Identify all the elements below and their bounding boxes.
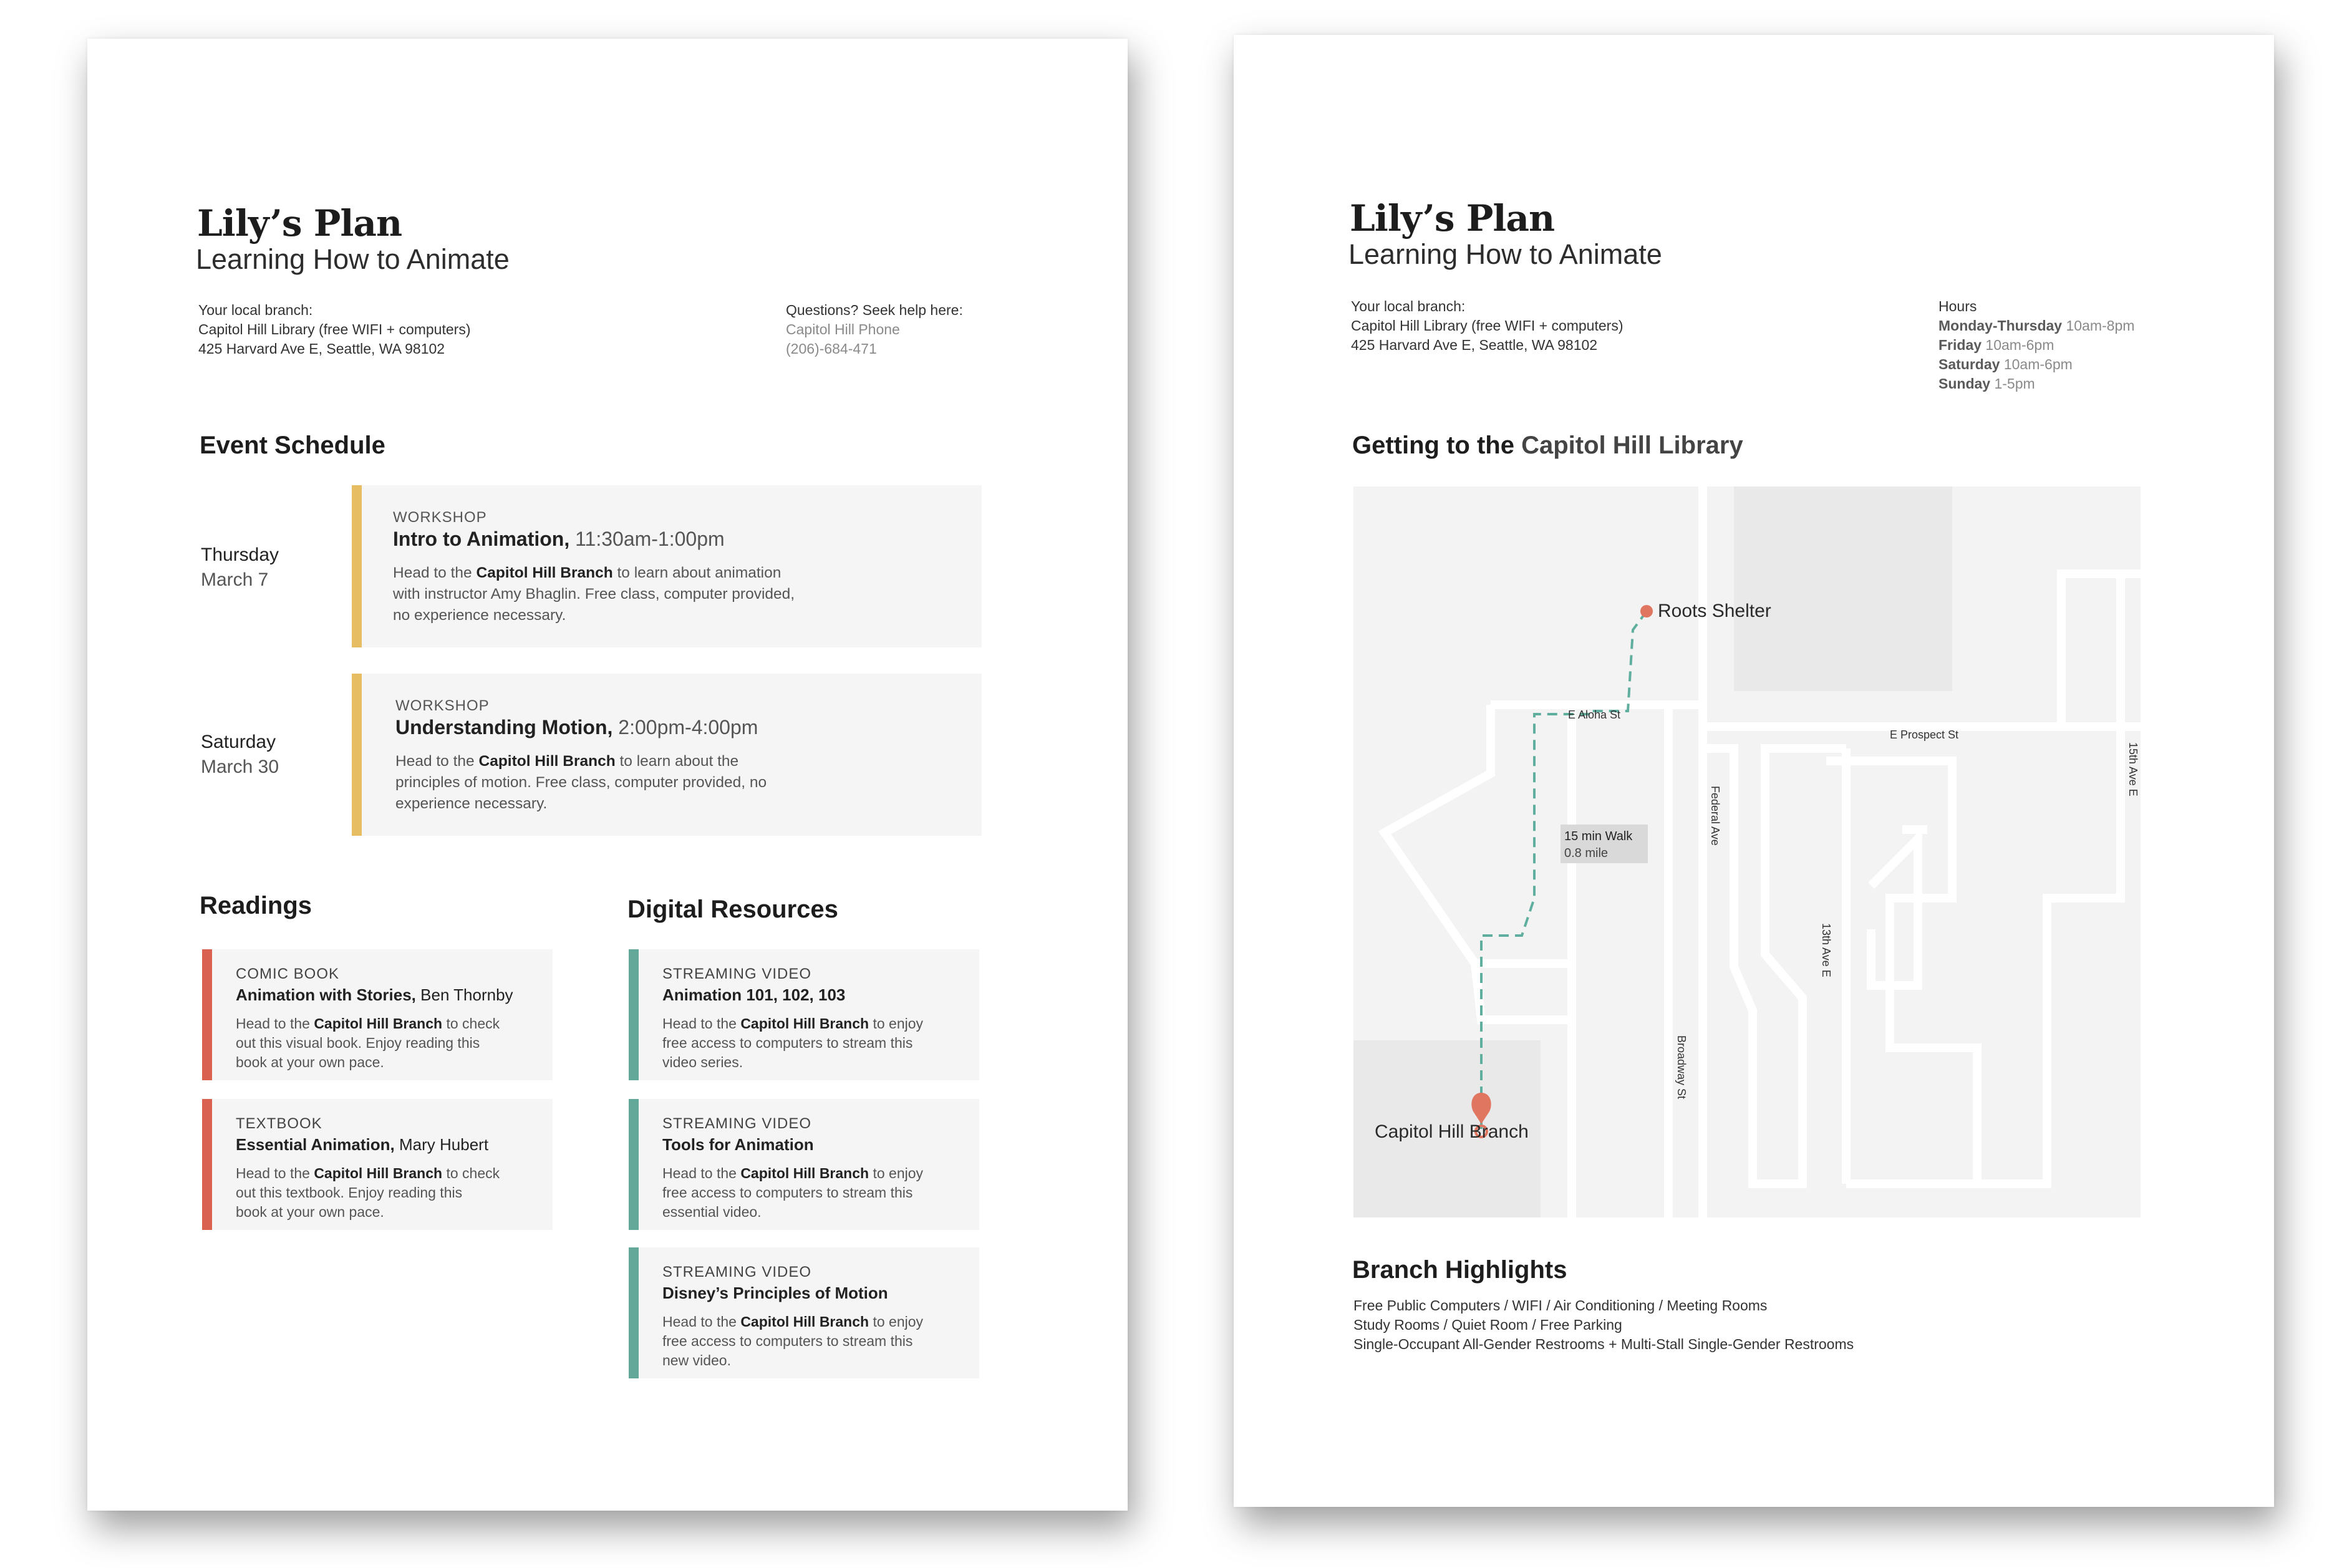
event-body-line [393, 563, 954, 584]
branch-info [198, 301, 470, 359]
body-branch: Capitol Hill Branch [740, 1015, 869, 1032]
body-pre: Head to the [236, 1015, 310, 1032]
event-time: 2:00pm-4:00pm [618, 716, 758, 738]
reading-card[interactable] [202, 1099, 553, 1230]
event-day: Saturday [201, 732, 276, 752]
event-card[interactable] [352, 674, 982, 836]
branch-info [1351, 297, 1623, 355]
walk-distance-label: 0.8 mile [1564, 846, 1609, 860]
street-label-federal: Federal Ave [1709, 786, 1721, 846]
street-label-13th: 13th Ave E [1820, 923, 1832, 977]
branch-highlights-heading: Branch Highlights [1352, 1256, 1567, 1284]
reading-body-line: out this visual book. Enjoy reading this [236, 1035, 480, 1051]
body-branch: Capitol Hill Branch [740, 1165, 869, 1181]
hours-row [1938, 336, 2134, 355]
reading-author: Ben Thornby [420, 985, 513, 1004]
event-body-line: no experience necessary. [393, 607, 566, 624]
event-accent-bar [352, 674, 362, 836]
resource-accent-bar [629, 949, 639, 1080]
body-branch: Capitol Hill Branch [478, 753, 616, 770]
body-post: to enjoy [873, 1015, 924, 1032]
event-date-md: March 30 [201, 757, 279, 777]
event-date [201, 543, 279, 593]
resource-title [662, 985, 845, 1005]
reading-type: COMIC BOOK [236, 965, 340, 982]
highlights-line: Free Public Computers / WIFI / Air Conditioning / Meeting Rooms [1353, 1297, 1768, 1314]
help-info [786, 301, 963, 359]
resource-title-text: Animation 101, 102, 103 [662, 985, 846, 1004]
plan-page-right [1234, 35, 2274, 1507]
reading-description [236, 1164, 548, 1222]
highlights-line: Study Rooms / Quiet Room / Free Parking [1353, 1317, 1622, 1333]
event-description [395, 751, 957, 815]
branch-label: Your local branch: [1351, 298, 1466, 314]
origin-dot-icon [1640, 605, 1653, 617]
route-map[interactable] [1353, 486, 2141, 1217]
hours-days: Monday-Thursday [1938, 317, 2063, 334]
hours-label: Hours [1938, 298, 1977, 314]
resource-title [662, 1284, 888, 1303]
event-day: Thursday [201, 544, 279, 565]
hours-time: 10am-6pm [2003, 356, 2073, 372]
map-heading-name: Capitol Hill Library [1521, 432, 1743, 459]
event-title [395, 716, 758, 739]
reading-type: TEXTBOOK [236, 1115, 322, 1132]
body-branch: Capitol Hill Branch [476, 564, 613, 581]
reading-accent-bar [202, 1099, 212, 1230]
resource-card[interactable] [629, 1099, 979, 1230]
reading-description [236, 1014, 548, 1072]
body-post: to check [446, 1165, 500, 1181]
map-block-shelter [1734, 486, 1952, 691]
reading-body-line: out this textbook. Enjoy reading this [236, 1184, 463, 1201]
resource-body-line [662, 1312, 974, 1332]
body-pre: Head to the [662, 1015, 737, 1032]
hours-time: 10am-6pm [1985, 337, 2054, 353]
hours-row [1938, 374, 2134, 394]
event-title-text: Intro to Animation, [393, 528, 570, 550]
event-body-line: experience necessary. [395, 795, 548, 812]
resource-description [662, 1014, 974, 1072]
branch-name: Capitol Hill Library (free WIFI + computers) [1351, 317, 1624, 334]
hours-time: 10am-8pm [2066, 317, 2135, 334]
digital-resources-heading: Digital Resources [627, 896, 838, 923]
body-post: to learn about animation [617, 564, 782, 581]
branch-address: 425 Harvard Ave E, Seattle, WA 98102 [198, 341, 445, 357]
map-heading [1352, 432, 1743, 460]
resource-title-text: Disney’s Principles of Motion [662, 1284, 888, 1302]
event-time: 11:30am-1:00pm [575, 528, 725, 550]
body-post: to learn about the [619, 753, 739, 770]
event-card[interactable] [352, 485, 982, 647]
resource-body-line [662, 1014, 974, 1033]
origin-label: Roots Shelter [1658, 601, 1771, 621]
body-branch: Capitol Hill Branch [314, 1165, 443, 1181]
body-pre: Head to the [662, 1314, 737, 1330]
event-date-md: March 7 [201, 569, 269, 590]
body-post: to check [446, 1015, 500, 1032]
hours-row [1938, 316, 2134, 336]
event-description [393, 563, 954, 626]
event-title [393, 528, 725, 551]
event-body-line: with instructor Amy Bhaglin. Free class, computer provided, [393, 586, 795, 603]
branch-address: 425 Harvard Ave E, Seattle, WA 98102 [1351, 337, 1598, 353]
reading-title-text: Animation with Stories, [236, 985, 416, 1004]
destination-label: Capitol Hill Branch [1375, 1121, 1529, 1142]
reading-body-line: book at your own pace. [236, 1054, 384, 1070]
hours-days: Saturday [1938, 356, 2000, 372]
hours-row [1938, 355, 2134, 374]
resource-card[interactable] [629, 1247, 979, 1378]
readings-heading: Readings [200, 892, 312, 919]
resource-body-line [662, 1164, 974, 1183]
street-label-prospect: E Prospect St [1890, 728, 1959, 741]
plan-subtitle: Learning How to Animate [196, 243, 510, 275]
event-type: WORKSHOP [393, 509, 487, 526]
resource-type: STREAMING VIDEO [662, 1264, 812, 1280]
resource-body-line: free access to computers to stream this [662, 1184, 913, 1201]
body-pre: Head to the [662, 1165, 737, 1181]
hours-days: Sunday [1938, 375, 1991, 392]
reading-body-line [236, 1164, 548, 1183]
help-label: Questions? Seek help here: [786, 302, 963, 318]
help-line-2: (206)-684-471 [786, 341, 877, 357]
resource-description [662, 1312, 974, 1370]
plan-title: Lily’s Plan [1350, 197, 1555, 240]
resource-type: STREAMING VIDEO [662, 965, 812, 982]
plan-page-left [87, 39, 1128, 1511]
reading-author: Mary Hubert [399, 1135, 489, 1154]
branch-highlights-list [1353, 1296, 1854, 1354]
body-pre: Head to the [393, 564, 472, 581]
walk-time-label: 15 min Walk [1564, 830, 1633, 843]
branch-name: Capitol Hill Library (free WIFI + computers) [198, 321, 471, 337]
reading-title [236, 1135, 488, 1154]
reading-accent-bar [202, 949, 212, 1080]
resource-title-text: Tools for Animation [662, 1135, 814, 1154]
body-branch: Capitol Hill Branch [740, 1314, 869, 1330]
hours-days: Friday [1938, 337, 1982, 353]
map-heading-pre: Getting to the [1352, 432, 1514, 459]
hours-info [1938, 297, 2134, 394]
reading-card[interactable] [202, 949, 553, 1080]
resource-card[interactable] [629, 949, 979, 1080]
event-type: WORKSHOP [395, 697, 490, 714]
resource-body-line: video series. [662, 1054, 743, 1070]
resource-body-line: new video. [662, 1352, 731, 1368]
street-label-15th: 15th Ave E [2127, 742, 2139, 796]
body-pre: Head to the [236, 1165, 310, 1181]
body-pre: Head to the [395, 753, 475, 770]
resource-accent-bar [629, 1247, 639, 1378]
reading-body-line: book at your own pace. [236, 1204, 384, 1220]
branch-label: Your local branch: [198, 302, 313, 318]
street-label-aloha: E Aloha St [1568, 709, 1621, 721]
event-body-line: principles of motion. Free class, computer provided, no [395, 774, 767, 791]
resource-description [662, 1164, 974, 1222]
resource-body-line: free access to computers to stream this [662, 1035, 913, 1051]
event-accent-bar [352, 485, 362, 647]
event-schedule-heading: Event Schedule [200, 432, 385, 459]
hours-time: 1-5pm [1994, 375, 2035, 392]
reading-body-line [236, 1014, 548, 1033]
event-date [201, 730, 279, 780]
body-branch: Capitol Hill Branch [314, 1015, 443, 1032]
street-label-broadway: Broadway St [1675, 1035, 1688, 1100]
resource-title [662, 1135, 814, 1154]
body-post: to enjoy [873, 1314, 924, 1330]
reading-title-text: Essential Animation, [236, 1135, 395, 1154]
resource-body-line: free access to computers to stream this [662, 1333, 913, 1349]
event-body-line [395, 751, 957, 772]
help-line-1: Capitol Hill Phone [786, 321, 900, 337]
resource-accent-bar [629, 1099, 639, 1230]
resource-body-line: essential video. [662, 1204, 762, 1220]
event-title-text: Understanding Motion, [395, 716, 613, 738]
plan-subtitle: Learning How to Animate [1348, 238, 1662, 270]
reading-title [236, 985, 513, 1005]
highlights-line: Single-Occupant All-Gender Restrooms + Multi-Stall Single-Gender Restrooms [1353, 1336, 1854, 1352]
resource-type: STREAMING VIDEO [662, 1115, 812, 1132]
body-post: to enjoy [873, 1165, 924, 1181]
plan-title: Lily’s Plan [197, 202, 402, 244]
